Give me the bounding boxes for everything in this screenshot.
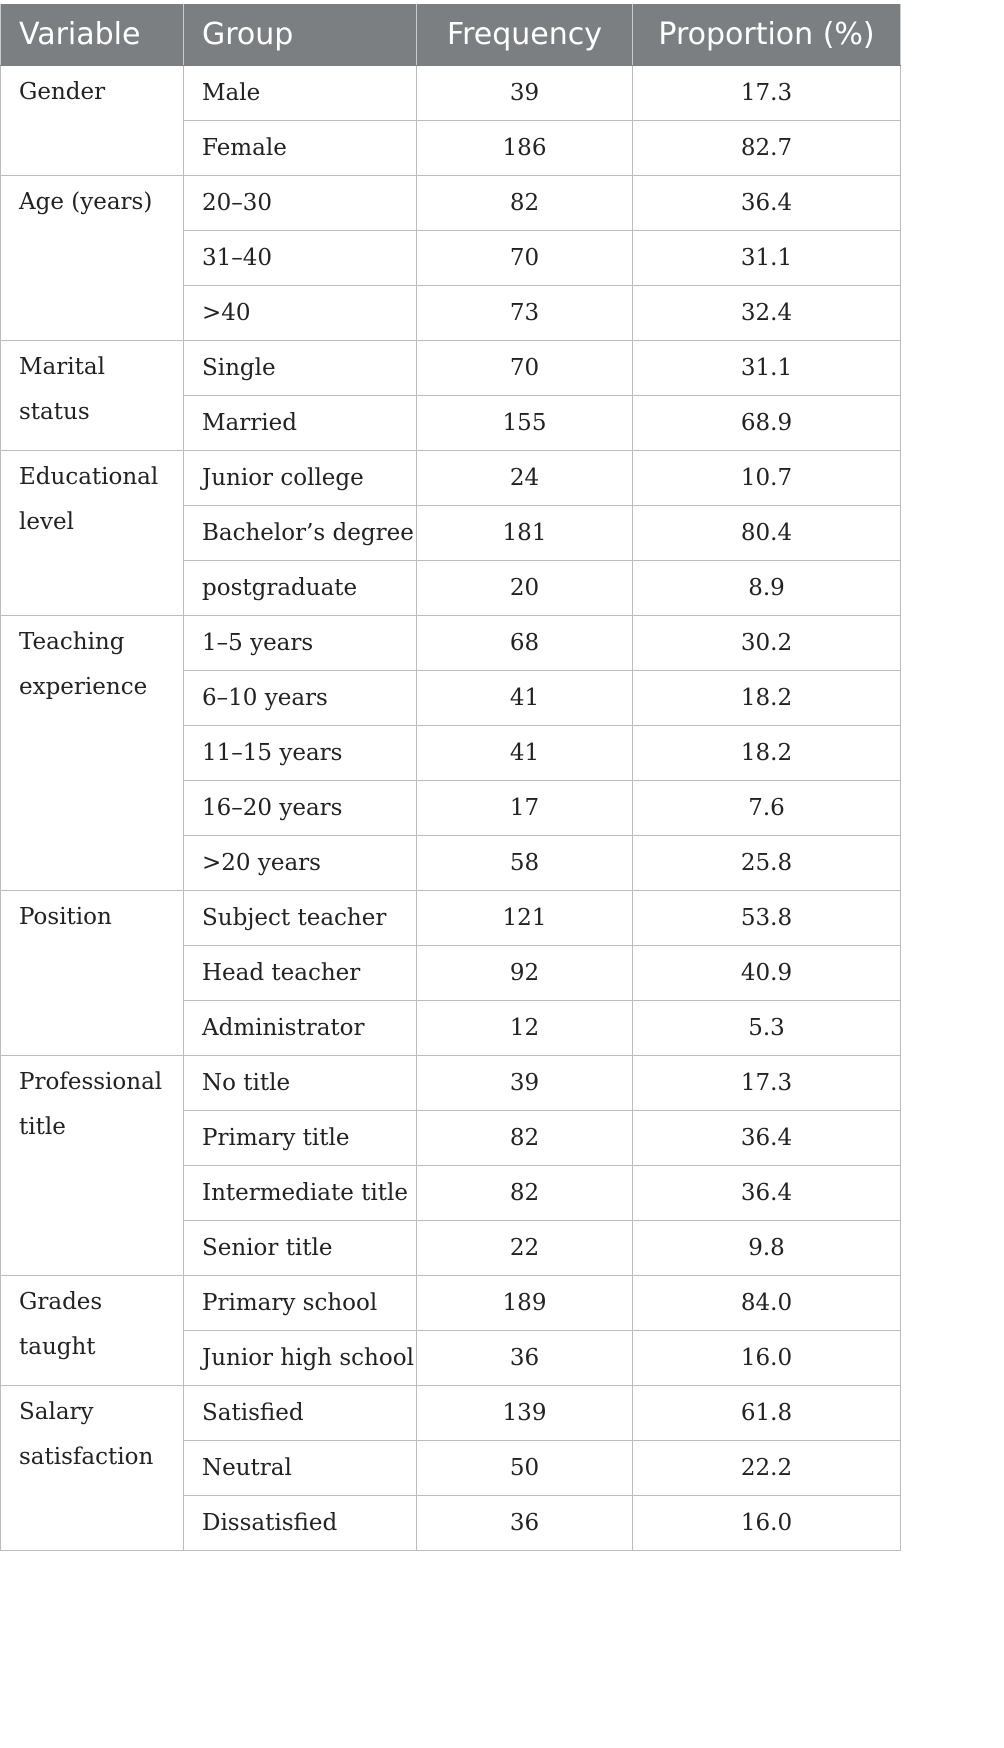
frequency-cell: 186	[417, 121, 633, 176]
group-cell: Junior high school	[184, 1331, 417, 1386]
variable-cell	[1, 451, 184, 616]
frequency-cell: 189	[417, 1276, 633, 1331]
variable-cell	[1, 891, 184, 1056]
group-cell: 6–10 years	[184, 671, 417, 726]
frequency-cell: 139	[417, 1386, 633, 1441]
frequency-cell: 39	[417, 66, 633, 121]
group-cell: Dissatisfied	[184, 1496, 417, 1551]
frequency-cell: 20	[417, 561, 633, 616]
variable-label: Age (years)	[19, 189, 153, 215]
variable-label: Educational level	[19, 464, 159, 535]
proportion-cell: 7.6	[633, 781, 901, 836]
proportion-cell: 10.7	[633, 451, 901, 506]
frequency-cell: 17	[417, 781, 633, 836]
proportion-cell: 32.4	[633, 286, 901, 341]
variable-label: Position	[19, 904, 112, 930]
table-row	[1, 1056, 901, 1111]
header-frequency: Frequency	[417, 4, 633, 66]
group-cell: >20 years	[184, 836, 417, 891]
frequency-cell: 181	[417, 506, 633, 561]
proportion-cell: 22.2	[633, 1441, 901, 1496]
group-cell: Single	[184, 341, 417, 396]
proportion-cell: 36.4	[633, 176, 901, 231]
group-cell: Administrator	[184, 1001, 417, 1056]
proportion-cell: 18.2	[633, 671, 901, 726]
frequency-cell: 155	[417, 396, 633, 451]
proportion-cell: 17.3	[633, 66, 901, 121]
frequency-cell: 22	[417, 1221, 633, 1276]
table-row	[1, 66, 901, 121]
proportion-cell: 25.8	[633, 836, 901, 891]
table-row	[1, 341, 901, 396]
proportion-cell: 84.0	[633, 1276, 901, 1331]
group-cell: Intermediate title	[184, 1166, 417, 1221]
group-cell: Subject teacher	[184, 891, 417, 946]
group-cell: No title	[184, 1056, 417, 1111]
proportion-cell: 40.9	[633, 946, 901, 1001]
frequency-cell: 82	[417, 1111, 633, 1166]
frequency-cell: 82	[417, 1166, 633, 1221]
group-cell: Primary school	[184, 1276, 417, 1331]
frequency-cell: 36	[417, 1496, 633, 1551]
header-variable: Variable	[1, 4, 184, 66]
frequency-cell: 36	[417, 1331, 633, 1386]
variable-label: Grades taught	[19, 1289, 103, 1360]
group-cell: 11–15 years	[184, 726, 417, 781]
variable-cell	[1, 341, 184, 451]
group-cell: 1–5 years	[184, 616, 417, 671]
proportion-cell: 36.4	[633, 1166, 901, 1221]
frequency-cell: 41	[417, 726, 633, 781]
frequency-cell: 39	[417, 1056, 633, 1111]
group-cell: Senior title	[184, 1221, 417, 1276]
group-cell: postgraduate	[184, 561, 417, 616]
variable-cell	[1, 616, 184, 891]
group-cell: Junior college	[184, 451, 417, 506]
header-row	[1, 4, 901, 66]
table-row	[1, 1386, 901, 1441]
proportion-cell: 8.9	[633, 561, 901, 616]
table-row	[1, 451, 901, 506]
table-row	[1, 1276, 901, 1331]
proportion-cell: 16.0	[633, 1496, 901, 1551]
frequency-cell: 58	[417, 836, 633, 891]
table-body	[1, 66, 901, 1551]
proportion-cell: 5.3	[633, 1001, 901, 1056]
proportion-cell: 53.8	[633, 891, 901, 946]
header-proportion: Proportion (%)	[633, 4, 901, 66]
group-cell: 31–40	[184, 231, 417, 286]
group-cell: 16–20 years	[184, 781, 417, 836]
variable-label: Teaching experience	[19, 629, 148, 700]
group-cell: Male	[184, 66, 417, 121]
variable-label: Salary satisfaction	[19, 1399, 154, 1470]
frequency-cell: 92	[417, 946, 633, 1001]
variable-cell	[1, 176, 184, 341]
demographics-table-container	[0, 4, 900, 1551]
group-cell: Primary title	[184, 1111, 417, 1166]
group-cell: Bachelor’s degree	[184, 506, 417, 561]
proportion-cell: 36.4	[633, 1111, 901, 1166]
group-cell: Satisfied	[184, 1386, 417, 1441]
variable-cell	[1, 1386, 184, 1551]
table-row	[1, 891, 901, 946]
frequency-cell: 73	[417, 286, 633, 341]
variable-label: Gender	[19, 79, 106, 105]
frequency-cell: 68	[417, 616, 633, 671]
frequency-cell: 50	[417, 1441, 633, 1496]
table-row	[1, 176, 901, 231]
demographics-table	[0, 4, 901, 1551]
variable-cell	[1, 1276, 184, 1386]
group-cell: 20–30	[184, 176, 417, 231]
group-cell: Neutral	[184, 1441, 417, 1496]
proportion-cell: 18.2	[633, 726, 901, 781]
proportion-cell: 82.7	[633, 121, 901, 176]
proportion-cell: 80.4	[633, 506, 901, 561]
group-cell: Married	[184, 396, 417, 451]
group-cell: Head teacher	[184, 946, 417, 1001]
group-cell: >40	[184, 286, 417, 341]
frequency-cell: 41	[417, 671, 633, 726]
proportion-cell: 9.8	[633, 1221, 901, 1276]
proportion-cell: 31.1	[633, 231, 901, 286]
proportion-cell: 31.1	[633, 341, 901, 396]
frequency-cell: 121	[417, 891, 633, 946]
variable-cell	[1, 66, 184, 176]
frequency-cell: 70	[417, 231, 633, 286]
proportion-cell: 30.2	[633, 616, 901, 671]
frequency-cell: 12	[417, 1001, 633, 1056]
proportion-cell: 16.0	[633, 1331, 901, 1386]
table-row	[1, 616, 901, 671]
variable-label: Professional title	[19, 1069, 163, 1140]
group-cell: Female	[184, 121, 417, 176]
frequency-cell: 70	[417, 341, 633, 396]
proportion-cell: 61.8	[633, 1386, 901, 1441]
header-group: Group	[184, 4, 417, 66]
proportion-cell: 17.3	[633, 1056, 901, 1111]
variable-label: Marital status	[19, 354, 105, 425]
frequency-cell: 24	[417, 451, 633, 506]
variable-cell	[1, 1056, 184, 1276]
proportion-cell: 68.9	[633, 396, 901, 451]
frequency-cell: 82	[417, 176, 633, 231]
table-header	[1, 4, 901, 66]
